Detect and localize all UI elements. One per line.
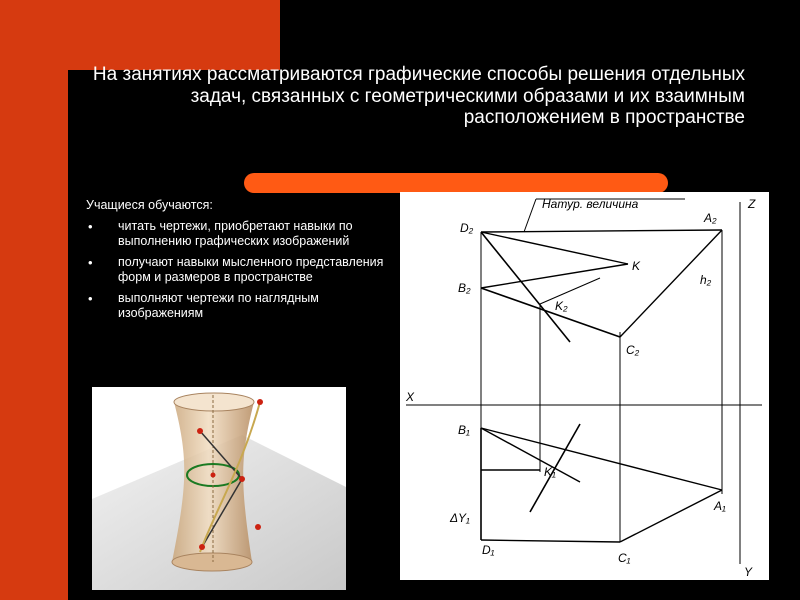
point-c2-label: C₂ bbox=[626, 343, 640, 357]
slide-title: На занятиях рассматриваются графические способы решения отдельных задач, связанных с геометрическими образами и их взаимным расположением в пространстве bbox=[92, 64, 745, 128]
point-d1-label: D₁ bbox=[482, 543, 495, 557]
orange-corner-block bbox=[68, 0, 280, 70]
hyperboloid-bottom-ellipse bbox=[172, 553, 252, 571]
segment-b1-k1 bbox=[481, 428, 580, 482]
point-dy1-label: ΔY₁ bbox=[450, 511, 470, 525]
axis-z-label: Z bbox=[748, 197, 756, 211]
point-marker bbox=[255, 524, 261, 530]
point-k1-label: K₁ bbox=[544, 465, 556, 479]
caption-leader bbox=[524, 199, 536, 232]
segment-d2-a2 bbox=[481, 230, 722, 232]
bullet-item: • выполняют чертежи по наглядным изображениям bbox=[86, 291, 386, 322]
point-h2-label: h₂ bbox=[700, 273, 712, 287]
point-b2-label: B₂ bbox=[458, 281, 471, 295]
point-k-label: K bbox=[632, 259, 641, 273]
segment-b2-k bbox=[481, 264, 628, 288]
bullet-item: • читать чертежи, приобретают навыки по выполнению графических изображений bbox=[86, 219, 386, 250]
point-c1-label: C₁ bbox=[618, 551, 631, 565]
point-d2-label: D₂ bbox=[460, 221, 474, 235]
hyperboloid-top-ellipse bbox=[174, 393, 254, 411]
hyperboloid-illustration bbox=[92, 387, 346, 590]
point-marker bbox=[197, 428, 203, 434]
segment-k2-hatch bbox=[540, 278, 600, 304]
caption-label: Натур. величина bbox=[542, 197, 639, 211]
point-marker bbox=[239, 476, 245, 482]
point-marker bbox=[257, 399, 263, 405]
axis-y-label: Y bbox=[744, 565, 753, 579]
segment-b1-a1 bbox=[481, 428, 722, 490]
segment-d1-c1 bbox=[481, 540, 620, 542]
point-k2-label: K₂ bbox=[555, 299, 568, 313]
accent-bar bbox=[244, 173, 668, 193]
bullet-lead: Учащиеся обучаются: bbox=[86, 198, 213, 212]
bullet-section bbox=[86, 198, 386, 327]
projection-svg bbox=[400, 192, 769, 580]
projection-drawing bbox=[400, 192, 769, 580]
point-marker bbox=[199, 544, 205, 550]
axis-x-label: X bbox=[406, 390, 415, 404]
bullet-list bbox=[86, 219, 386, 322]
point-marker bbox=[211, 473, 216, 478]
point-a1-label: A₁ bbox=[714, 499, 726, 513]
point-a2-label: A₂ bbox=[704, 211, 717, 225]
point-b1-label: B₁ bbox=[458, 423, 470, 437]
segment-c1-a1 bbox=[620, 490, 722, 542]
bullet-item: • получают навыки мысленного представления форм и размеров в пространстве bbox=[86, 255, 386, 286]
hyperboloid-figure bbox=[92, 387, 346, 590]
segment-b2-c2 bbox=[481, 288, 620, 337]
